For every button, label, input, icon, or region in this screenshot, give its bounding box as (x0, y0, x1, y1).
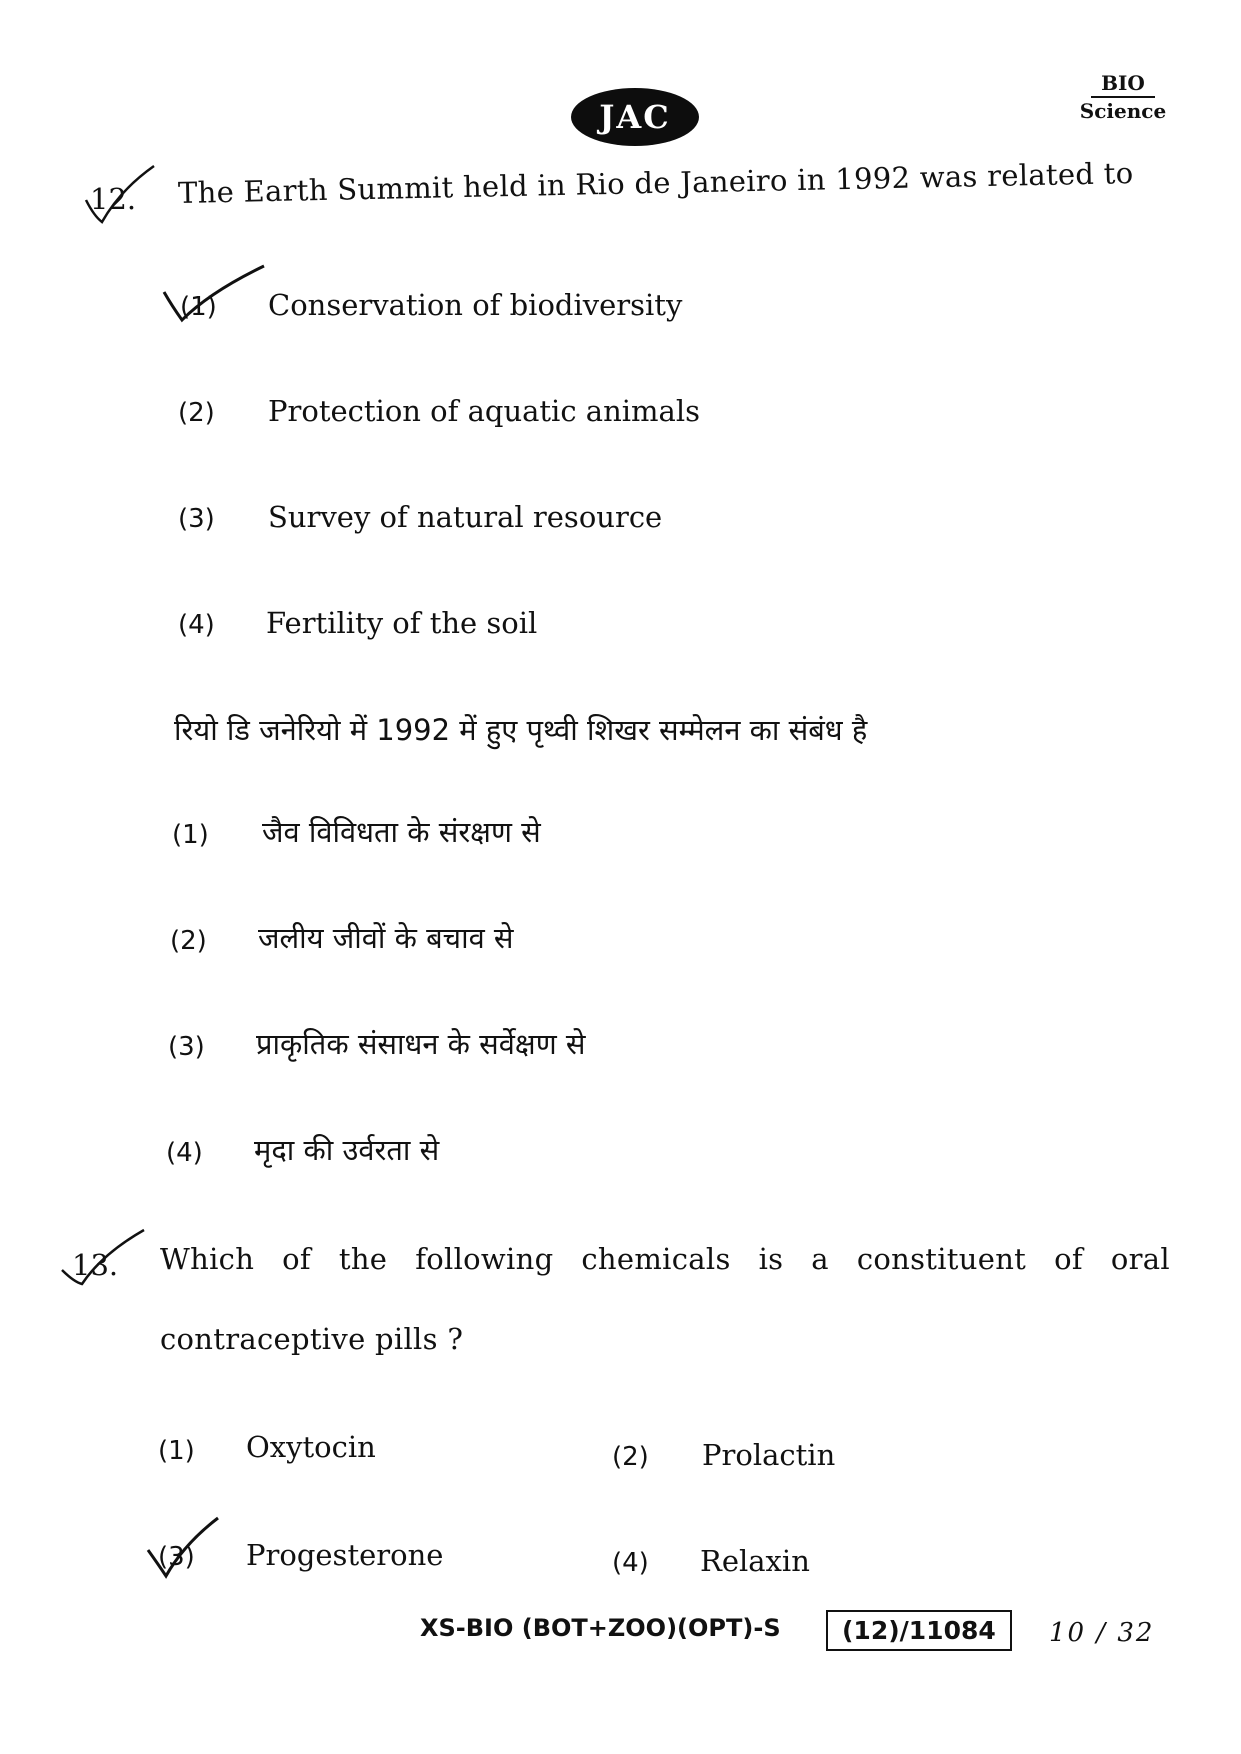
question-text-hindi: रियो डि जनेरियो में 1992 में हुए पृथ्वी शिखर सम्मेलन का संबंध है (174, 713, 868, 747)
question-number: 13. (72, 1248, 119, 1282)
handwritten-tick-icon (58, 1226, 148, 1296)
option-number: (4) (178, 610, 215, 640)
word: oral (1110, 1242, 1170, 1276)
option-number: (2) (170, 926, 207, 956)
option-text: Survey of natural resource (268, 500, 663, 534)
word: Which (160, 1242, 255, 1276)
option-number: (3) (168, 1032, 205, 1062)
option-text: Relaxin (700, 1544, 810, 1578)
option-text: Protection of aquatic animals (268, 394, 700, 428)
handwritten-tick-icon (144, 1514, 224, 1584)
option-text: प्राकृतिक संसाधन के सर्वेक्षण से (256, 1027, 586, 1061)
page-number: 10 / 32 (1049, 1618, 1155, 1648)
question-text-line-2: contraceptive pills ? (160, 1322, 464, 1356)
question-text-line-1 (160, 1242, 1170, 1276)
paper-code: XS-BIO (BOT+ZOO)(OPT)-S (420, 1614, 781, 1642)
option-number: (1) (172, 820, 209, 850)
option-number: (3) (178, 504, 215, 534)
handwritten-tick-icon (160, 262, 270, 332)
option-text: Fertility of the soil (266, 606, 538, 640)
jac-logo (571, 88, 699, 146)
word: is (758, 1242, 784, 1276)
word: constituent (856, 1242, 1027, 1276)
option-text: Oxytocin (246, 1430, 376, 1464)
option-text: मृदा की उर्वरता से (254, 1133, 440, 1167)
option-number: (1) (180, 292, 217, 322)
question-text: The Earth Summit held in Rio de Janeiro in 1992 was related to (177, 155, 1134, 210)
option-text: Progesterone (246, 1538, 444, 1572)
handwritten-tick-icon (80, 160, 160, 230)
subject-top: BIO (1091, 70, 1155, 98)
subject-label (1068, 70, 1178, 124)
question-number: 12. (90, 182, 137, 216)
option-number: (4) (166, 1138, 203, 1168)
word: a (811, 1242, 829, 1276)
option-text: Prolactin (702, 1438, 836, 1472)
option-number: (2) (178, 398, 215, 428)
option-number: (3) (158, 1542, 195, 1572)
option-number: (4) (612, 1548, 649, 1578)
word: of (282, 1242, 311, 1276)
jac-logo-text: JAC (599, 98, 671, 136)
subject-bottom: Science (1079, 99, 1167, 123)
word: following (415, 1242, 554, 1276)
option-number: (2) (612, 1442, 649, 1472)
word: chemicals (581, 1242, 731, 1276)
option-text: Conservation of biodiversity (268, 288, 683, 322)
paper-id-box: (12)/11084 (826, 1610, 1012, 1651)
word: of (1054, 1242, 1083, 1276)
word: the (338, 1242, 388, 1276)
option-text: जलीय जीवों के बचाव से (258, 921, 514, 955)
option-text: जैव विविधता के संरक्षण से (262, 815, 541, 849)
option-number: (1) (158, 1436, 195, 1466)
